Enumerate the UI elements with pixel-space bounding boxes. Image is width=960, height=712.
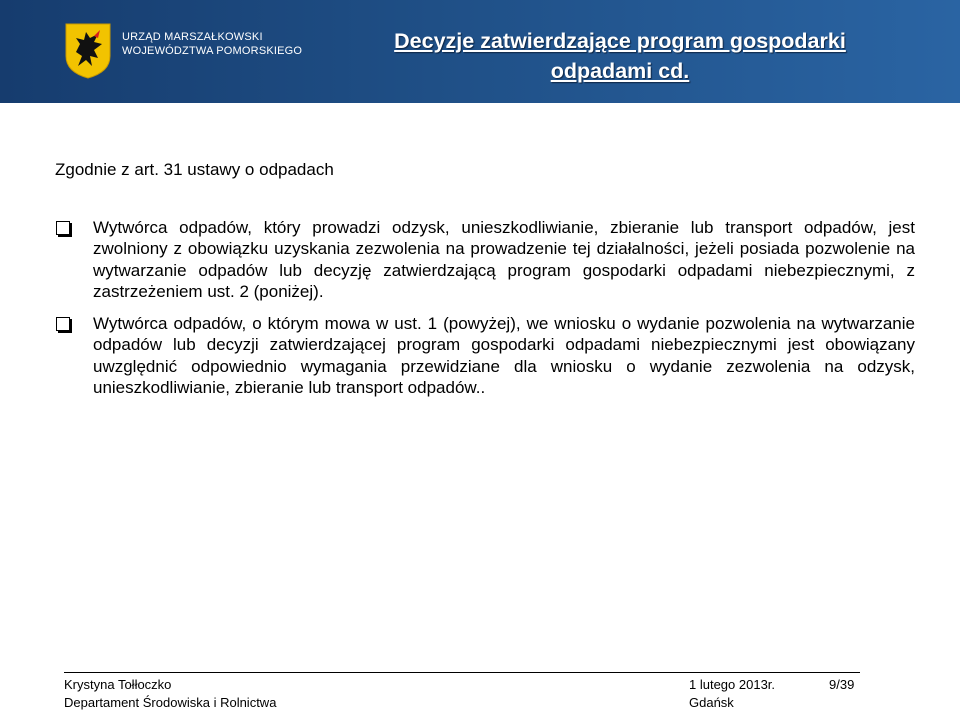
griffin-coat-of-arms-icon [64,22,112,80]
footer-date-block [689,676,775,712]
bullet-item [55,217,915,303]
intro-text: Zgodnie z art. 31 ustawy o odpadach [55,160,334,179]
organization-line-2: WOJEWÓDZTWA POMORSKIEGO [122,45,303,57]
footer-date: 1 lutego 2013r. [689,677,776,692]
footer-page-block [829,676,854,694]
bullet-text: Wytwórca odpadów, o którym mowa w ust. 1 (powyżej), we wniosku o wydanie pozwolenia na wytwarzanie odpadów lub decyzji zatwierdzającej program gospodarki odpadami niebezpiecznymi jest obowiązany uwzględnić odpowiednio wymagania przewidziane dla wniosku o wydanie zezwolenia na odzysk, unieszkodliwianie, zbieranie lub transport odpadów.. [93,313,915,397]
slide-content [55,159,915,409]
checkbox-bullet-icon [56,317,70,331]
organization-line-1: URZĄD MARSZAŁKOWSKI [122,31,263,43]
organization-name [122,30,302,58]
footer-divider [64,672,860,673]
footer-city: Gdańsk [689,695,734,710]
header-band [0,0,960,103]
checkbox-bullet-icon [56,221,70,235]
bullet-item [55,313,915,399]
footer-author-block [64,676,276,712]
bullet-text: Wytwórca odpadów, który prowadzi odzysk, unieszkodliwianie, zbieranie lub transport odpadów, jest zwolniony z obowiązku uzyskania zezwolenia na prowadzenie tej działalności, jeżeli posiada pozwolenie na wytwarzanie odpadów lub decyzję zatwierdzającą program gospodarki odpadami niebezpiecznymi, z zastrzeżeniem ust. 2 (poniżej). [93,217,915,301]
slide-title-line-1: Decyzje zatwierdzające program gospodarki [394,29,846,53]
slide-title [330,26,910,86]
page-number: 9/39 [829,677,855,692]
footer-author: Krystyna Tołłoczko [64,677,172,692]
footer-department: Departament Środowiska i Rolnictwa [64,695,277,710]
slide-title-line-2: odpadami cd. [550,59,690,83]
